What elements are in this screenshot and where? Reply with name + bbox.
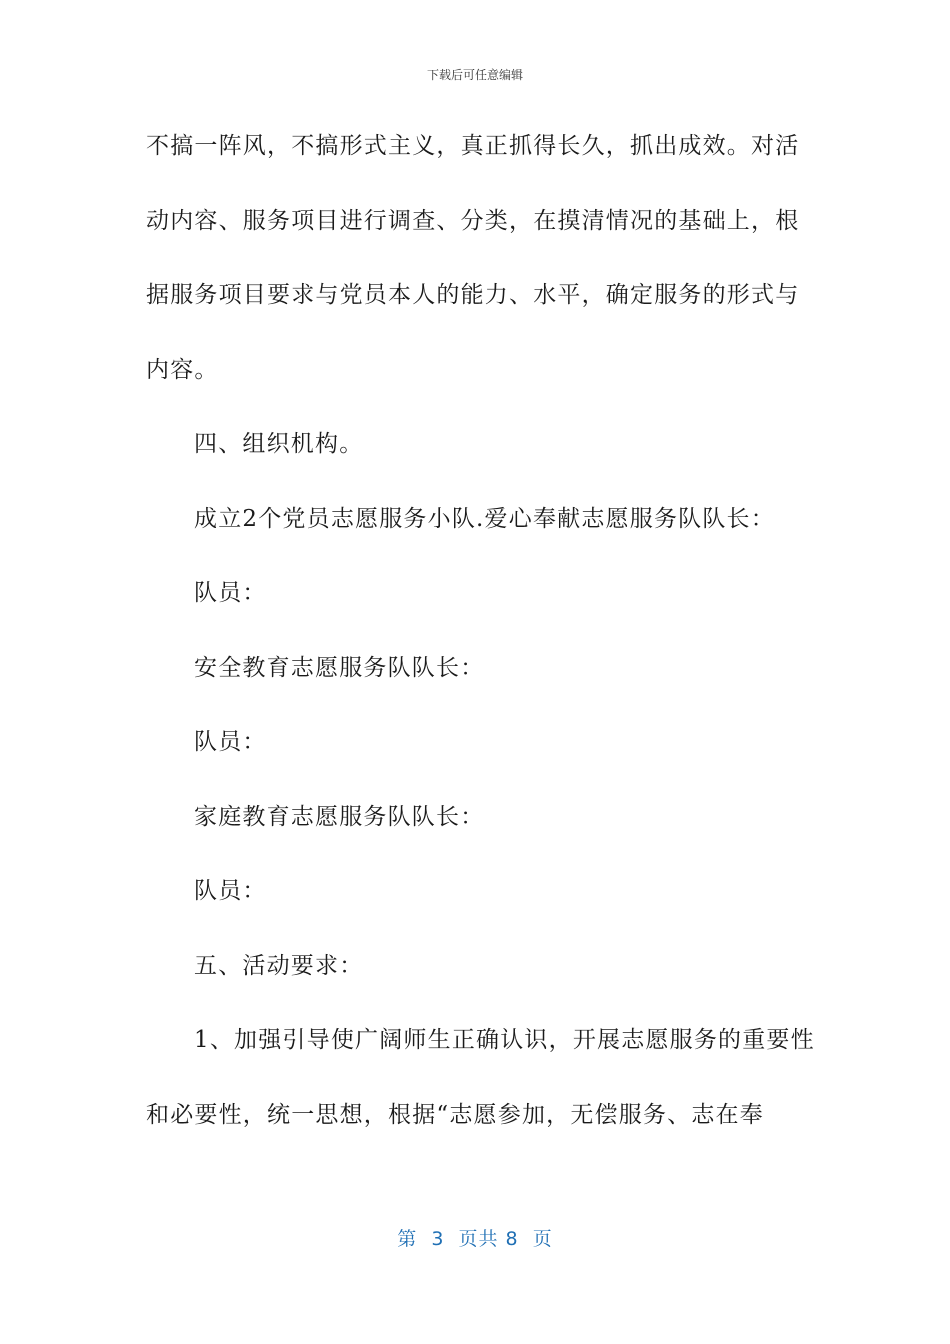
paragraph-line: 动内容、服务项目进行调查、分类，在摸清情况的基础上，根 <box>146 207 800 234</box>
document-body <box>146 118 815 1161</box>
paragraph-line: 1、加强引导使广阔师生正确认识，开展志愿服务的重要性 <box>194 1027 815 1053</box>
page-header: 下载后可任意编辑 <box>426 68 523 82</box>
paragraph-line: 家庭教育志愿服务队队长： <box>194 803 485 830</box>
paragraph-line: 不搞一阵风，不搞形式主义，真正抓得长久，抓出成效。对活 <box>146 133 800 159</box>
section-heading: 五、活动要求： <box>194 952 364 979</box>
paragraph-line: 队员： <box>194 580 267 606</box>
page-number: 第 3 页共 8 页 <box>397 1228 553 1250</box>
paragraph-line: 据服务项目要求与党员本人的能力、水平，确定服务的形式与 <box>146 282 800 308</box>
paragraph-line: 队员： <box>194 729 267 755</box>
paragraph-line: 队员： <box>194 878 267 904</box>
paragraph-line: 安全教育志愿服务队队长： <box>194 654 485 681</box>
paragraph-line: 和必要性，统一思想，根据“志愿参加，无偿服务、志在奉 <box>146 1101 764 1128</box>
section-heading: 四、组织机构。 <box>194 431 364 457</box>
paragraph-line: 成立2个党员志愿服务小队.爱心奉献志愿服务队队长： <box>194 505 775 532</box>
page-footer <box>0 1224 950 1251</box>
paragraph-line: 内容。 <box>146 356 219 383</box>
